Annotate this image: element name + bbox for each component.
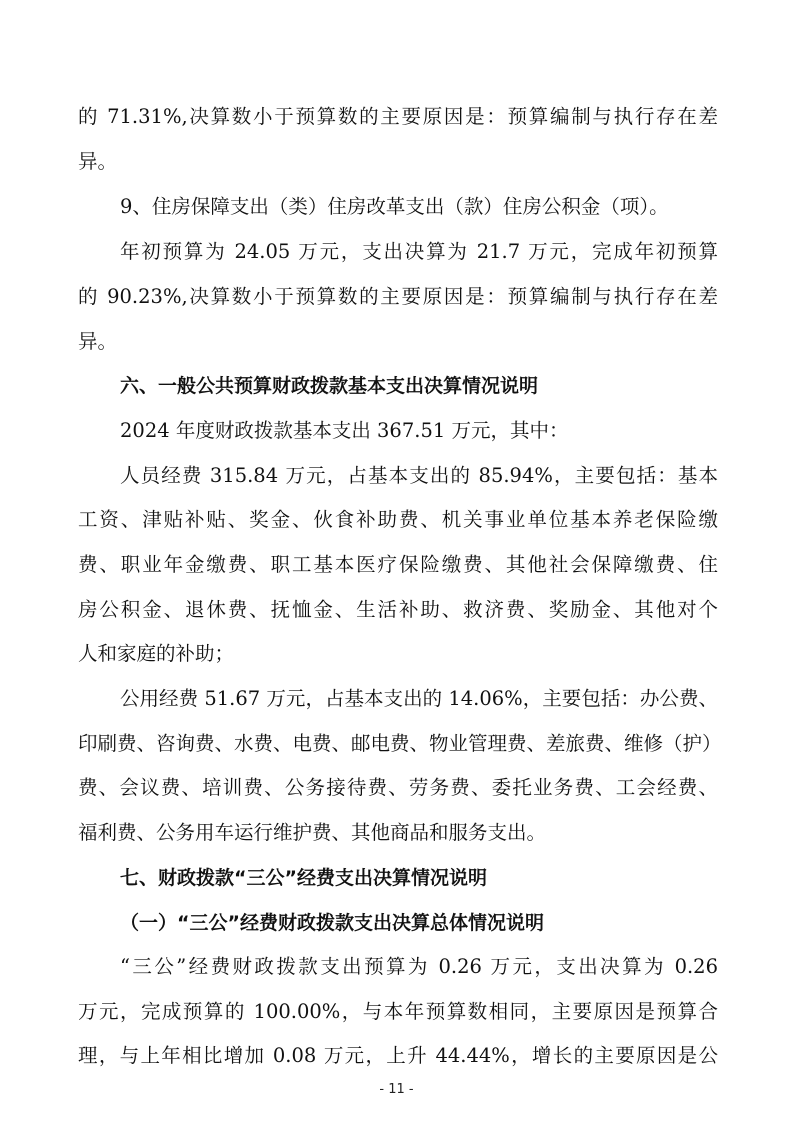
text-line: 的 71.31%,决算数小于预算数的主要原因是：预算编制与执行存在差 (78, 105, 718, 128)
subsection-title: （一）“三公”经费财政拨款支出决算总体情况说明 (120, 912, 544, 934)
item-heading: 9、住房保障支出（类）住房改革支出（款）住房公积金（项）。 (120, 195, 669, 218)
text-line: 异。 (78, 150, 118, 173)
text-line: 房公积金、退休费、抚恤金、生活补助、救济费、奖励金、其他对个 (78, 598, 718, 621)
section-title: 六、一般公共预算财政拨款基本支出决算情况说明 (120, 375, 539, 397)
text-line: 理，与上年相比增加 0.08 万元，上升 44.44%，增长的主要原因是公 (78, 1044, 718, 1067)
page-number: - 11 - (379, 1082, 414, 1097)
text-line: 公用经费 51.67 万元，占基本支出的 14.06%，主要包括：办公费、 (120, 687, 718, 710)
text-line: 的 90.23%,决算数小于预算数的主要原因是：预算编制与执行存在差 (78, 285, 718, 308)
text-line: 年初预算为 24.05 万元，支出决算为 21.7 万元，完成年初预算 (120, 240, 718, 263)
text-line: 费、职业年金缴费、职工基本医疗保险缴费、其他社会保障缴费、住 (78, 553, 718, 576)
text-line: 万元，完成预算的 100.00%，与本年预算数相同，主要原因是预算合 (78, 1000, 718, 1023)
text-line: 福利费、公务用车运行维护费、其他商品和服务支出。 (78, 821, 547, 844)
section-title: 七、财政拨款“三公”经费支出决算情况说明 (120, 867, 487, 889)
text-line: 费、会议费、培训费、公务接待费、劳务费、委托业务费、工会经费、 (78, 776, 718, 799)
text-line: “三公”经费财政拨款支出预算为 0.26 万元，支出决算为 0.26 (120, 955, 718, 978)
text-line: 工资、津贴补贴、奖金、伙食补助费、机关事业单位基本养老保险缴 (78, 508, 718, 531)
text-line: 人员经费 315.84 万元，占基本支出的 85.94%，主要包括：基本 (120, 464, 718, 487)
text-line: 2024 年度财政拨款基本支出 367.51 万元，其中： (120, 419, 569, 442)
text-line: 人和家庭的补助； (78, 642, 235, 665)
text-line: 异。 (78, 330, 118, 353)
text-line: 印刷费、咨询费、水费、电费、邮电费、物业管理费、差旅费、维修（护） (78, 732, 722, 755)
